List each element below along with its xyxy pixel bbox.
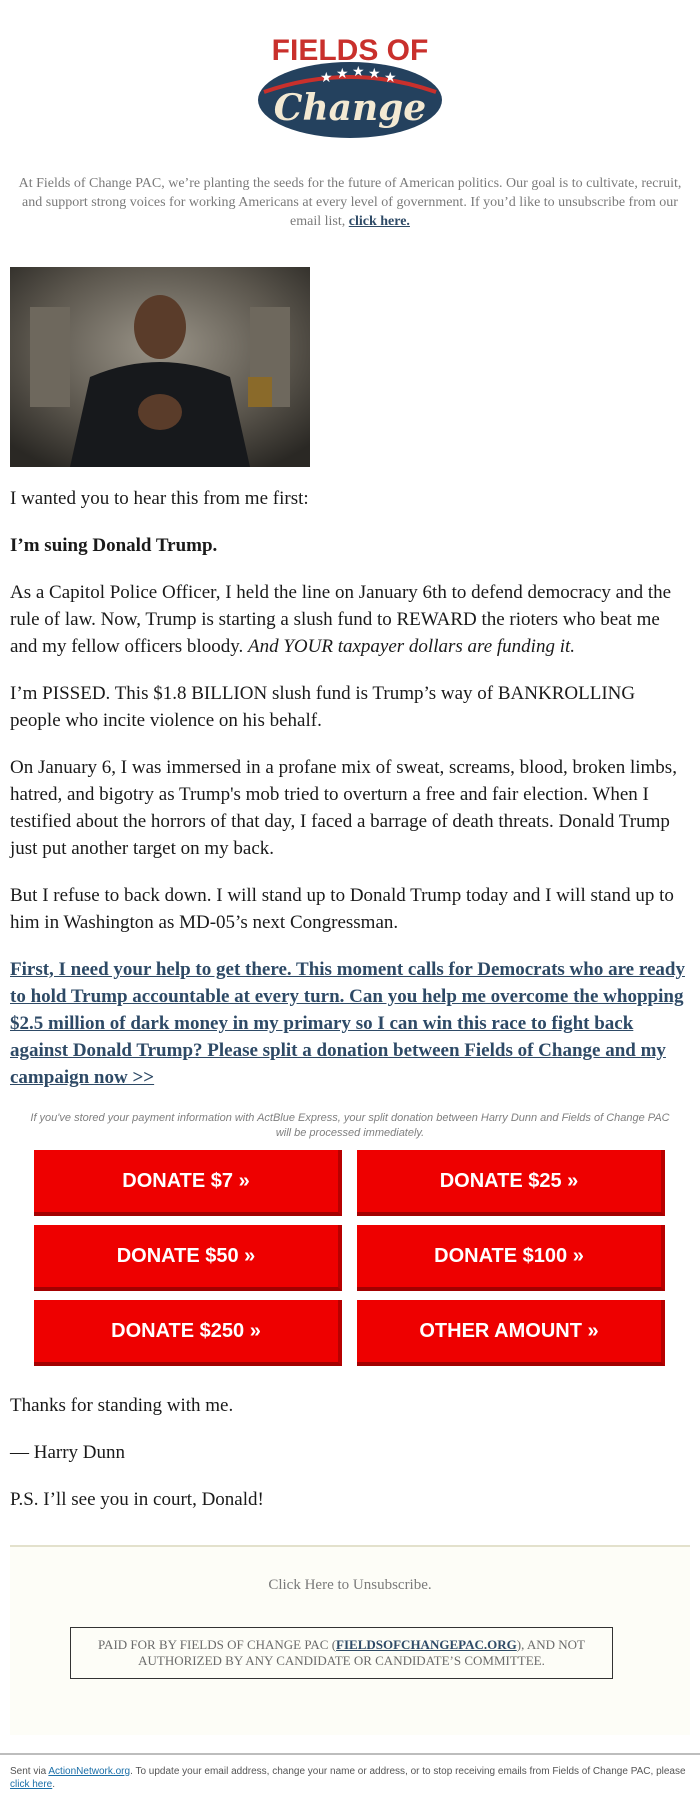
footer-body-text: . To update your email address, change your name or address, or to stop receiving emails from Fields of Change PAC, please: [130, 1766, 686, 1777]
intro-body: At Fields of Change PAC, we’re planting the seeds for the future of American politics. Our goal is to cultivate, recruit, and support strong voices for working Americans at every level of government. If you’d like to unsubscribe from our email list,: [18, 176, 682, 229]
donate-250-button[interactable]: DONATE $250 »: [34, 1300, 342, 1366]
logo-top-text: FIELDS OF: [271, 34, 429, 67]
star-icon: ★: [368, 67, 381, 82]
officer-photo: [10, 267, 310, 467]
sent-via-text: Sent via: [10, 1766, 47, 1777]
donate-button-grid: [34, 1150, 665, 1366]
intro-text: [10, 174, 690, 231]
paragraph-text: As a Capitol Police Officer, I held the line on January 6th to defend democracy and the rule of law. Now, Trump is starting a slush fund to REWARD the rioters who beat me and my fellow officers bloody.: [10, 582, 672, 657]
donate-25-button[interactable]: DONATE $25 »: [357, 1150, 665, 1216]
unsubscribe-link[interactable]: click here.: [348, 214, 410, 229]
letter-body: [10, 485, 690, 1091]
star-icon: ★: [336, 67, 349, 82]
actblue-note: If you've stored your payment information with ActBlue Express, your split donation between Harry Dunn and Fields of Change PAC will be processed immediately.: [30, 1112, 670, 1139]
letter-headline: [10, 532, 690, 559]
disclaimer-text: ), AND NOT AUTHORIZED BY ANY CANDIDATE OR CANDIDATE’S COMMITTEE.: [138, 1637, 585, 1668]
letter-paragraph: I’m PISSED. This $1.8 BILLION slush fund is Trump’s way of BANKROLLING people who incite violence on his behalf.: [10, 683, 636, 731]
letter-paragraph: On January 6, I was immersed in a profane mix of sweat, screams, blood, broken limbs, hatred, and bigotry as Trump's mob tried to overturn a free and fair election. When I testified about the horrors of that day, I faced a barrage of death threats. Donald Trump just put another target on my back.: [10, 757, 677, 859]
star-icon: ★: [384, 71, 397, 86]
donate-other-amount-button[interactable]: OTHER AMOUNT »: [357, 1300, 665, 1366]
paragraph-emphasis: And YOUR taxpayer dollars are funding it.: [247, 636, 576, 657]
pac-website-link[interactable]: FIELDSOFCHANGEPAC.ORG: [336, 1637, 517, 1652]
footer-unsubscribe-link[interactable]: Click Here to Unsubscribe.: [268, 1577, 432, 1593]
cta-paragraph: [10, 956, 690, 1091]
footer-period: .: [52, 1779, 56, 1790]
fields-of-change-logo: [250, 20, 450, 140]
logo-bottom-text: Change: [273, 87, 427, 129]
letter-paragraph: But I refuse to back down. I will stand up to Donald Trump today and I will stand up to him in Washington as MD-05’s next Congressman.: [10, 885, 674, 933]
manage-subscription-link[interactable]: click here: [10, 1779, 53, 1790]
closing: [10, 1392, 690, 1513]
action-network-footer: [0, 1753, 700, 1791]
star-icon: ★: [352, 65, 365, 80]
actionnetwork-link[interactable]: ActionNetwork.org: [48, 1766, 131, 1777]
star-icon: ★: [320, 71, 333, 86]
letter-paragraph: [10, 579, 690, 660]
footer: [10, 1545, 690, 1735]
paid-for-disclaimer: [70, 1627, 613, 1679]
donate-7-button[interactable]: DONATE $7 »: [34, 1150, 342, 1216]
donate-cta-link[interactable]: First, I need your help to get there. This moment calls for Democrats who are ready to hold Trump accountable at every turn. Can you help me overcome the whopping $2.5 million of dark money in my primary so I can win this race to fight back against Donald Trump? Please split a donation between Fields of Change and my campaign now >>: [10, 959, 685, 1088]
letter-paragraph: I wanted you to hear this from me first:: [10, 488, 309, 509]
donate-50-button[interactable]: DONATE $50 »: [34, 1225, 342, 1291]
donate-100-button[interactable]: DONATE $100 »: [357, 1225, 665, 1291]
disclaimer-text: PAID FOR BY FIELDS OF CHANGE PAC (: [98, 1637, 337, 1652]
headline-text: I’m suing Donald Trump.: [10, 535, 218, 556]
thanks-text: Thanks for standing with me.: [10, 1395, 234, 1416]
signature: — Harry Dunn: [10, 1442, 126, 1463]
postscript: P.S. I’ll see you in court, Donald!: [10, 1489, 264, 1510]
